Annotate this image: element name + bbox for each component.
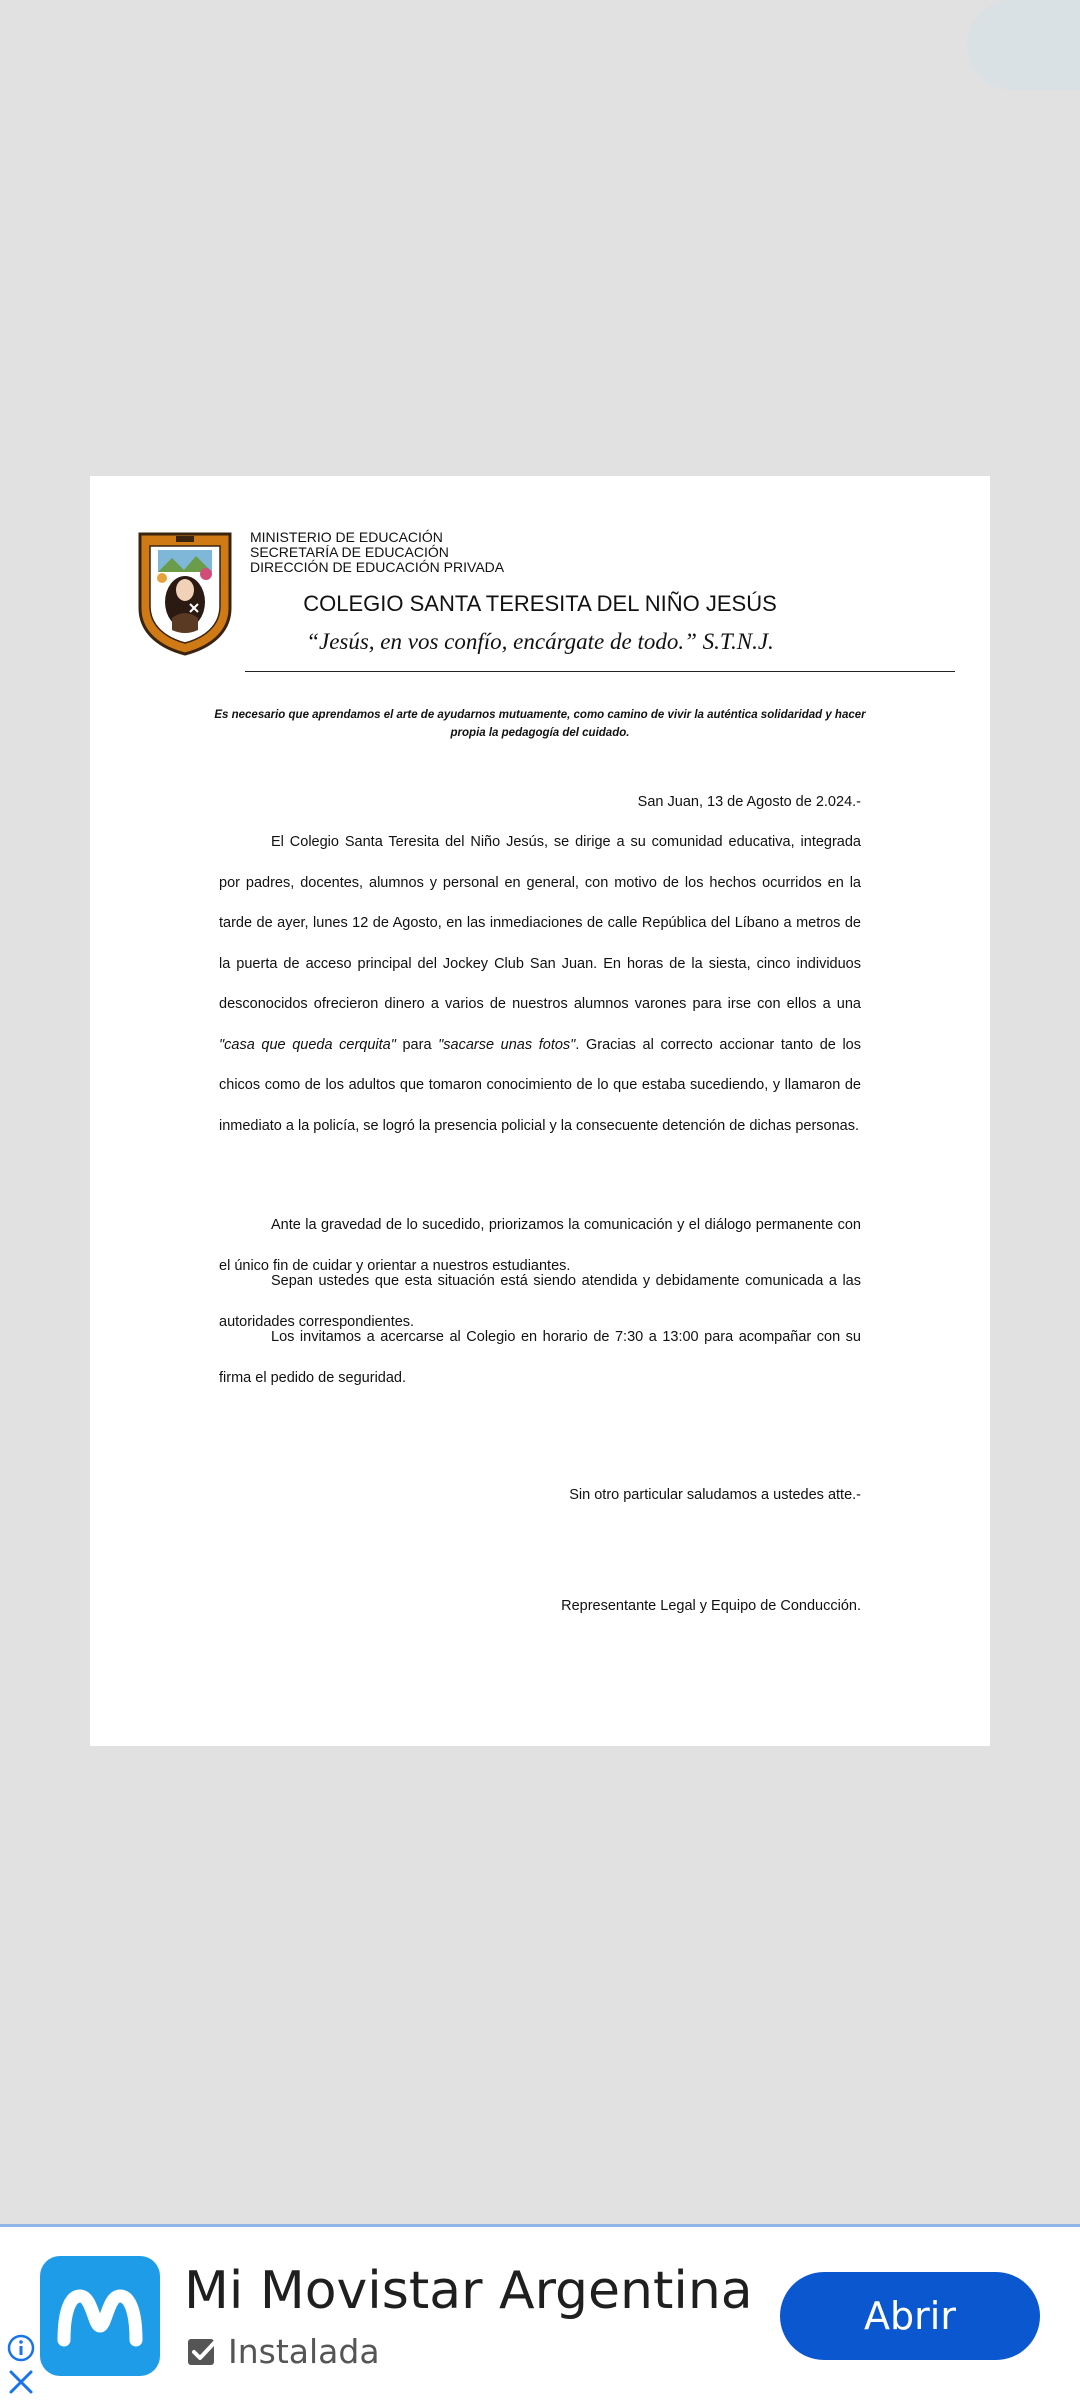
secretary-line: SECRETARÍA DE EDUCACIÓN [250,544,449,560]
ad-banner[interactable] [0,2224,1080,2400]
header-divider [245,671,955,672]
school-crest-logo [136,530,234,656]
document-image [90,476,990,1746]
paragraph-1-quote-a: "casa que queda cerquita" [219,1036,396,1053]
letter-date: San Juan, 13 de Agosto de 2.024.- [637,794,861,810]
ad-status-text: Instalada [228,2332,380,2371]
signature-line: Representante Legal y Equipo de Conducción. [561,1598,861,1614]
ad-info-icon[interactable] [6,2333,36,2363]
paragraph-1 [219,822,861,1146]
paragraph-3-text: Sepan ustedes que esta situación está siendo atendida y debidamente comunicada a las autoridades correspondientes. [219,1273,861,1330]
school-motto: “Jesús, en vos confío, encárgate de todo.” S.T.N.J. [306,629,774,654]
paragraph-2-text: Ante la gravedad de lo sucedido, priorizamos la comunicación y el diálogo permanente con el único fin de cuidar y orientar a nuestros estudiantes. [219,1217,861,1274]
ad-install-status [186,2332,380,2371]
direction-line: DIRECCIÓN DE EDUCACIÓN PRIVADA [250,559,505,575]
school-name: COLEGIO SANTA TERESITA DEL NIÑO JESÚS [303,591,777,616]
intro-quote: Es necesario que aprendamos el arte de ayudarnos mutuamente, como camino de vivir la auténtica solidaridad y hacer propia la pedagogía del cuidado. [214,709,866,739]
paragraph-1-text-c: . Gracias al correcto accionar tanto de los chicos como de los adultos que tomaron conocimiento de lo que estaba sucediendo, y llamaron de inmediato a la policía, se logró la presencia policial y la consecuente detención de dichas personas. [219,1036,861,1134]
open-app-button[interactable]: Abrir [780,2272,1040,2360]
installed-check-icon [186,2335,220,2369]
closing-line: Sin otro particular saludamos a ustedes atte.- [569,1487,861,1503]
ad-app-name[interactable]: Mi Movistar Argentina [184,2261,753,2321]
paragraph-1-text-a: El Colegio Santa Teresita del Niño Jesús, se dirige a su comunidad educativa, integrada por padres, docentes, alumnos y personal en general, con motivo de los hechos ocurridos en la tarde de ayer, lunes 12 de Agosto, en las inmediaciones de calle República del Líbano a metros de la puerta de acceso principal del Jockey Club San Juan. En horas de la siesta, cinco individuos desconocidos ofrecieron dinero a varios de nuestros alumnos varones para irse con ellos a una [219,834,861,1012]
ad-close-icon[interactable] [8,2369,34,2395]
corner-bubble [967,0,1080,90]
paragraph-4 [219,1317,861,1398]
ministry-header [250,530,504,575]
paragraph-1-quote-b: "sacarse unas fotos" [438,1036,576,1053]
movistar-app-icon[interactable] [40,2256,160,2376]
ministry-line: MINISTERIO DE EDUCACIÓN [250,529,443,545]
paragraph-4-text: Los invitamos a acercarse al Colegio en horario de 7:30 a 13:00 para acompañar con su firma el pedido de seguridad. [219,1329,861,1386]
paragraph-1-text-b: para [395,1036,439,1053]
